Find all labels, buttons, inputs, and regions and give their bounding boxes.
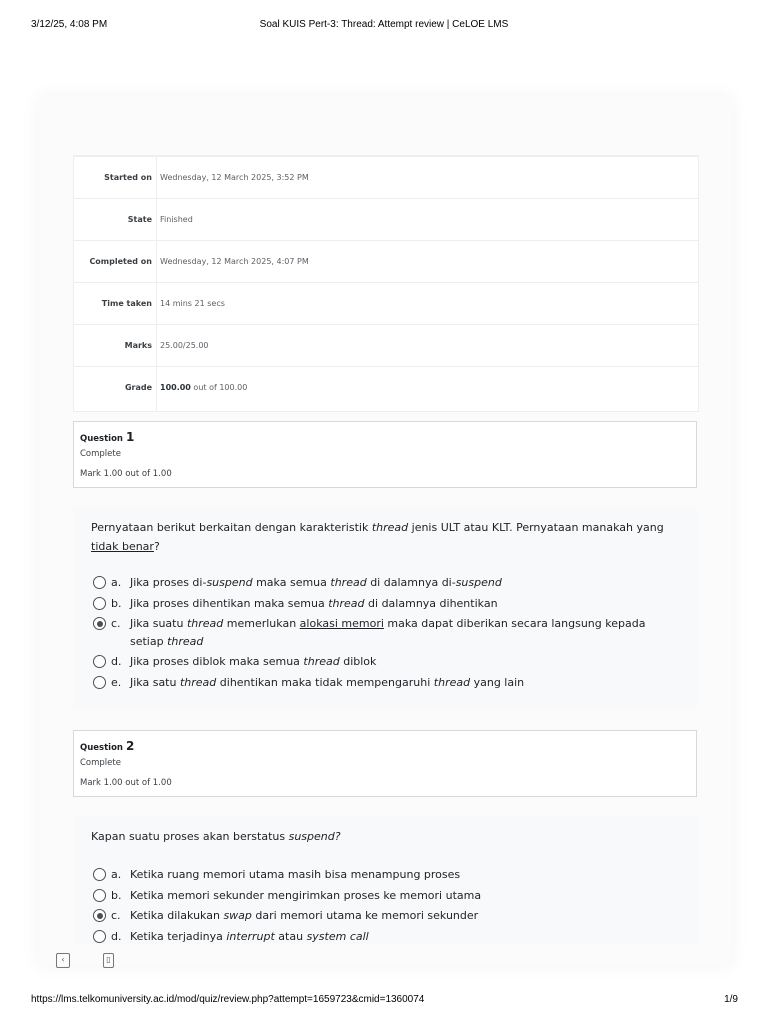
print-datetime: 3/12/25, 4:08 PM <box>31 19 108 30</box>
question-title-prefix: Question <box>80 743 126 753</box>
summary-label: Time taken <box>101 299 152 308</box>
radio-button[interactable] <box>93 889 106 902</box>
radio-button[interactable] <box>93 676 106 689</box>
question-text <box>91 827 667 846</box>
answer-text: Jika proses di-suspend maka semua thread di dalamnya di-suspend <box>130 576 502 589</box>
print-url: https://lms.telkomuniversity.ac.id/mod/quiz/review.php?attempt=1659723&cmid=1360074 <box>31 994 425 1005</box>
answer-text: Ketika terjadinya interrupt atau system call <box>130 930 369 943</box>
summary-label: Completed on <box>89 257 152 266</box>
answer-letter: a. <box>111 868 122 881</box>
answer-text: Jika satu thread dihentikan maka tidak mempengaruhi thread yang lain <box>130 676 525 689</box>
answer-letter: a. <box>111 576 122 589</box>
print-page-title: Soal KUIS Pert-3: Thread: Attempt review | CeLOE LMS <box>259 19 509 30</box>
answer-letter: b. <box>111 597 122 610</box>
answer-text: Jika proses diblok maka semua thread diblok <box>130 655 377 668</box>
grade-value: 100.00 <box>160 383 191 392</box>
question-text <box>91 518 667 556</box>
summary-label: Marks <box>124 341 152 350</box>
question-title <box>80 739 134 753</box>
summary-row-time-taken <box>74 282 698 325</box>
answer-letter: e. <box>111 676 122 689</box>
summary-row-grade <box>74 366 698 409</box>
radio-button[interactable] <box>93 597 106 610</box>
page-icon[interactable]: ▯ <box>103 953 114 968</box>
question-state: Complete <box>80 758 121 768</box>
answer-text: Jika proses dihentikan maka semua thread di dalamnya dihentikan <box>130 597 498 610</box>
answer-text: Ketika ruang memori utama masih bisa menampung proses <box>130 868 461 881</box>
summary-row-marks <box>74 324 698 367</box>
question-mark: Mark 1.00 out of 1.00 <box>80 469 172 479</box>
answer-text: Jika suatu thread memerlukan alokasi memori maka dapat diberikan secara langsung kepada setiap thread <box>130 617 646 648</box>
question-number: 1 <box>125 430 135 444</box>
answer-letter: d. <box>111 930 122 943</box>
question-1-content <box>73 507 697 709</box>
question-text-part: Kapan suatu proses akan berstatus <box>91 830 289 843</box>
answer-text: Ketika dilakukan swap dari memori utama ke memori sekunder <box>130 909 479 922</box>
question-text-part: ? <box>153 540 160 553</box>
summary-row-state <box>74 198 698 241</box>
radio-button-selected[interactable] <box>93 909 106 922</box>
question-number: 2 <box>125 739 135 753</box>
answer-letter: d. <box>111 655 122 668</box>
answer-text: Ketika memori sekunder mengirimkan proses ke memori utama <box>130 889 482 902</box>
radio-button[interactable] <box>93 576 106 589</box>
question-2-content <box>73 816 697 944</box>
summary-row-completed-on <box>74 240 698 283</box>
answer-letter: b. <box>111 889 122 902</box>
summary-label: Grade <box>124 383 152 392</box>
summary-value: Finished <box>160 215 193 224</box>
radio-button[interactable] <box>93 655 106 668</box>
radio-button-selected[interactable] <box>93 617 106 630</box>
summary-value: Wednesday, 12 March 2025, 3:52 PM <box>160 173 309 182</box>
question-1-info <box>73 421 697 488</box>
attempt-summary-table <box>73 155 699 412</box>
question-text-underline: tidak benar <box>91 540 154 553</box>
answer-letter: c. <box>111 909 121 922</box>
summary-value: Wednesday, 12 March 2025, 4:07 PM <box>160 257 309 266</box>
question-text-part: jenis ULT atau KLT. Pernyataan manakah yang <box>408 521 664 534</box>
summary-row-started-on <box>74 156 698 199</box>
question-text-part: Pernyataan berikut berkaitan dengan karakteristik <box>91 521 372 534</box>
question-mark: Mark 1.00 out of 1.00 <box>80 778 172 788</box>
summary-value: 25.00/25.00 <box>160 341 209 350</box>
answer-letter: c. <box>111 617 121 630</box>
question-text-emph: suspend? <box>288 830 341 843</box>
radio-button[interactable] <box>93 930 106 943</box>
question-state: Complete <box>80 449 121 459</box>
summary-label: Started on <box>104 173 152 182</box>
question-title <box>80 430 134 444</box>
grade-out-of: out of 100.00 <box>190 383 248 392</box>
radio-button[interactable] <box>93 868 106 881</box>
summary-value <box>160 367 247 409</box>
summary-value: 14 mins 21 secs <box>160 299 225 308</box>
summary-label: State <box>127 215 152 224</box>
question-2-info <box>73 730 697 797</box>
print-page-number: 1/9 <box>724 994 738 1005</box>
question-text-emph: thread <box>371 521 409 534</box>
question-title-prefix: Question <box>80 434 126 444</box>
chevron-left-icon[interactable]: ‹ <box>56 953 70 968</box>
